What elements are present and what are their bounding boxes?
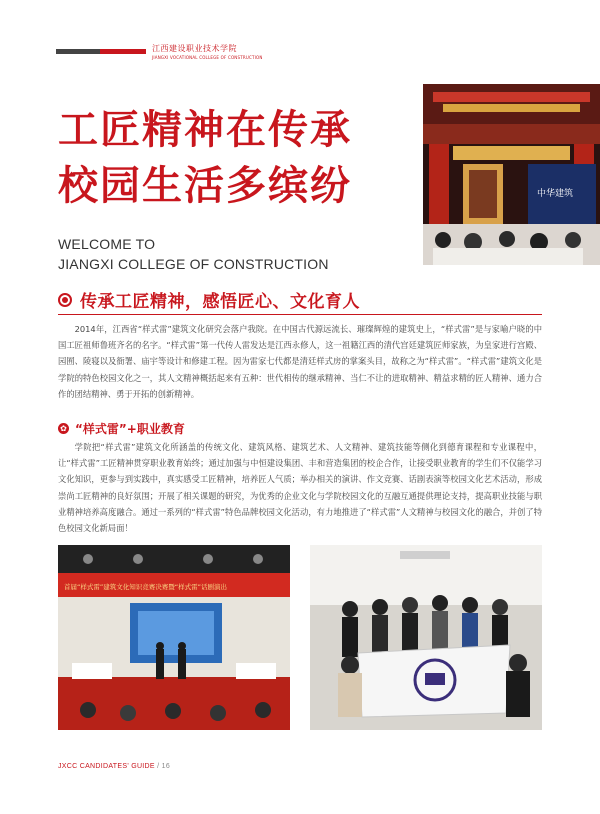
header-bar-gray <box>56 49 100 54</box>
page-number: 16 <box>161 763 171 770</box>
page-title <box>58 102 352 214</box>
welcome-line-2: JIANGXI COLLEGE OF CONSTRUCTION <box>58 256 329 272</box>
welcome-line-1: WELCOME TO <box>58 236 156 252</box>
photo-group-flag <box>310 545 542 730</box>
footer-sep: / <box>157 763 160 770</box>
star-icon: ✿ <box>58 423 69 434</box>
sub-heading <box>58 420 185 437</box>
welcome-text <box>58 234 329 274</box>
sub-heading-title: “样式雷”+职业教育 <box>75 422 185 436</box>
paragraph-education: 学院把“样式雷”建筑文化所涵盖的传统文化、建筑风格、建筑艺术、人文精神、建筑技能等侧化到德育课程和专业课程中，让“样式雷”工匠精神贯穿职业教育始终；通过加强与中恒建设集团、丰和营造集团的校企合作，让接受职业教育的学生们不仅能学习文化知识，更参与到实践中，真实感受工匠精神，培养匠人气质；举办相关的演讲、作文竞赛、话剧表演等校园文化艺术活动，形成崇尚工匠精神的良好氛围；开展了相关课题的研究，为优秀的企业文化与学院校园文化的互融互通提供理论支持，提高职业技能与职业精神培养高度融合。通过一系列的“样式雷”特色品牌校园文化活动，有力地推进了“样式雷”人文精神与校园文化的融合，并创了特色校园文化新局面！ <box>58 442 542 534</box>
photo-stage-performance <box>423 84 600 265</box>
title-line-1: 工匠精神在传承 <box>58 107 352 153</box>
page-footer <box>58 763 170 770</box>
photo-competition-stage <box>58 545 290 730</box>
paragraph-intro: 2014年，江西省“样式雷”建筑文化研究会落户我院。在中国古代源远流长、璀璨辉煌的建筑史上，“样式雷”是与家喻户晓的中国工匠祖师鲁班齐名的名字。“样式雷”第一代传人雷发达是江西永修人，这一祖籍江西的清代宫廷建筑匠师家族，为皇家进行宫殿、园囿、陵寝以及衙署、庙宇等设计和修建工程。因为雷家七代都是清廷样式房的掌案头目，故称之为“样式雷”。“样式雷”建筑文化是学院的特色校园文化之一，其人文精神概括起来有五种：世代相传的继承精神、当仁不让的进取精神、精益求精的匠人精神、通力合作的团结精神、勇于开拓的创新精神。 <box>58 324 542 399</box>
banner-text: 首届“样式雷”建筑文化知识竞赛决赛暨“样式雷”话剧演出 <box>64 583 227 591</box>
section-heading <box>58 287 360 312</box>
target-circle-icon <box>58 293 72 307</box>
school-logo <box>152 44 263 62</box>
section-title: 传承工匠精神，感悟匠心、文化育人 <box>80 292 360 312</box>
header-bar-red <box>100 49 146 54</box>
stage-screen-text: 中华建筑 <box>537 189 574 199</box>
title-line-2: 校园生活多缤纷 <box>58 163 352 209</box>
school-name-cn: 江西建设职业技术学院 <box>152 44 237 53</box>
school-name-en: JIANGXI VOCATIONAL COLLEGE OF CONSTRUCTION <box>152 55 263 60</box>
footer-guide: JXCC CANDIDATES' GUIDE <box>58 763 155 770</box>
section-divider <box>58 314 542 315</box>
